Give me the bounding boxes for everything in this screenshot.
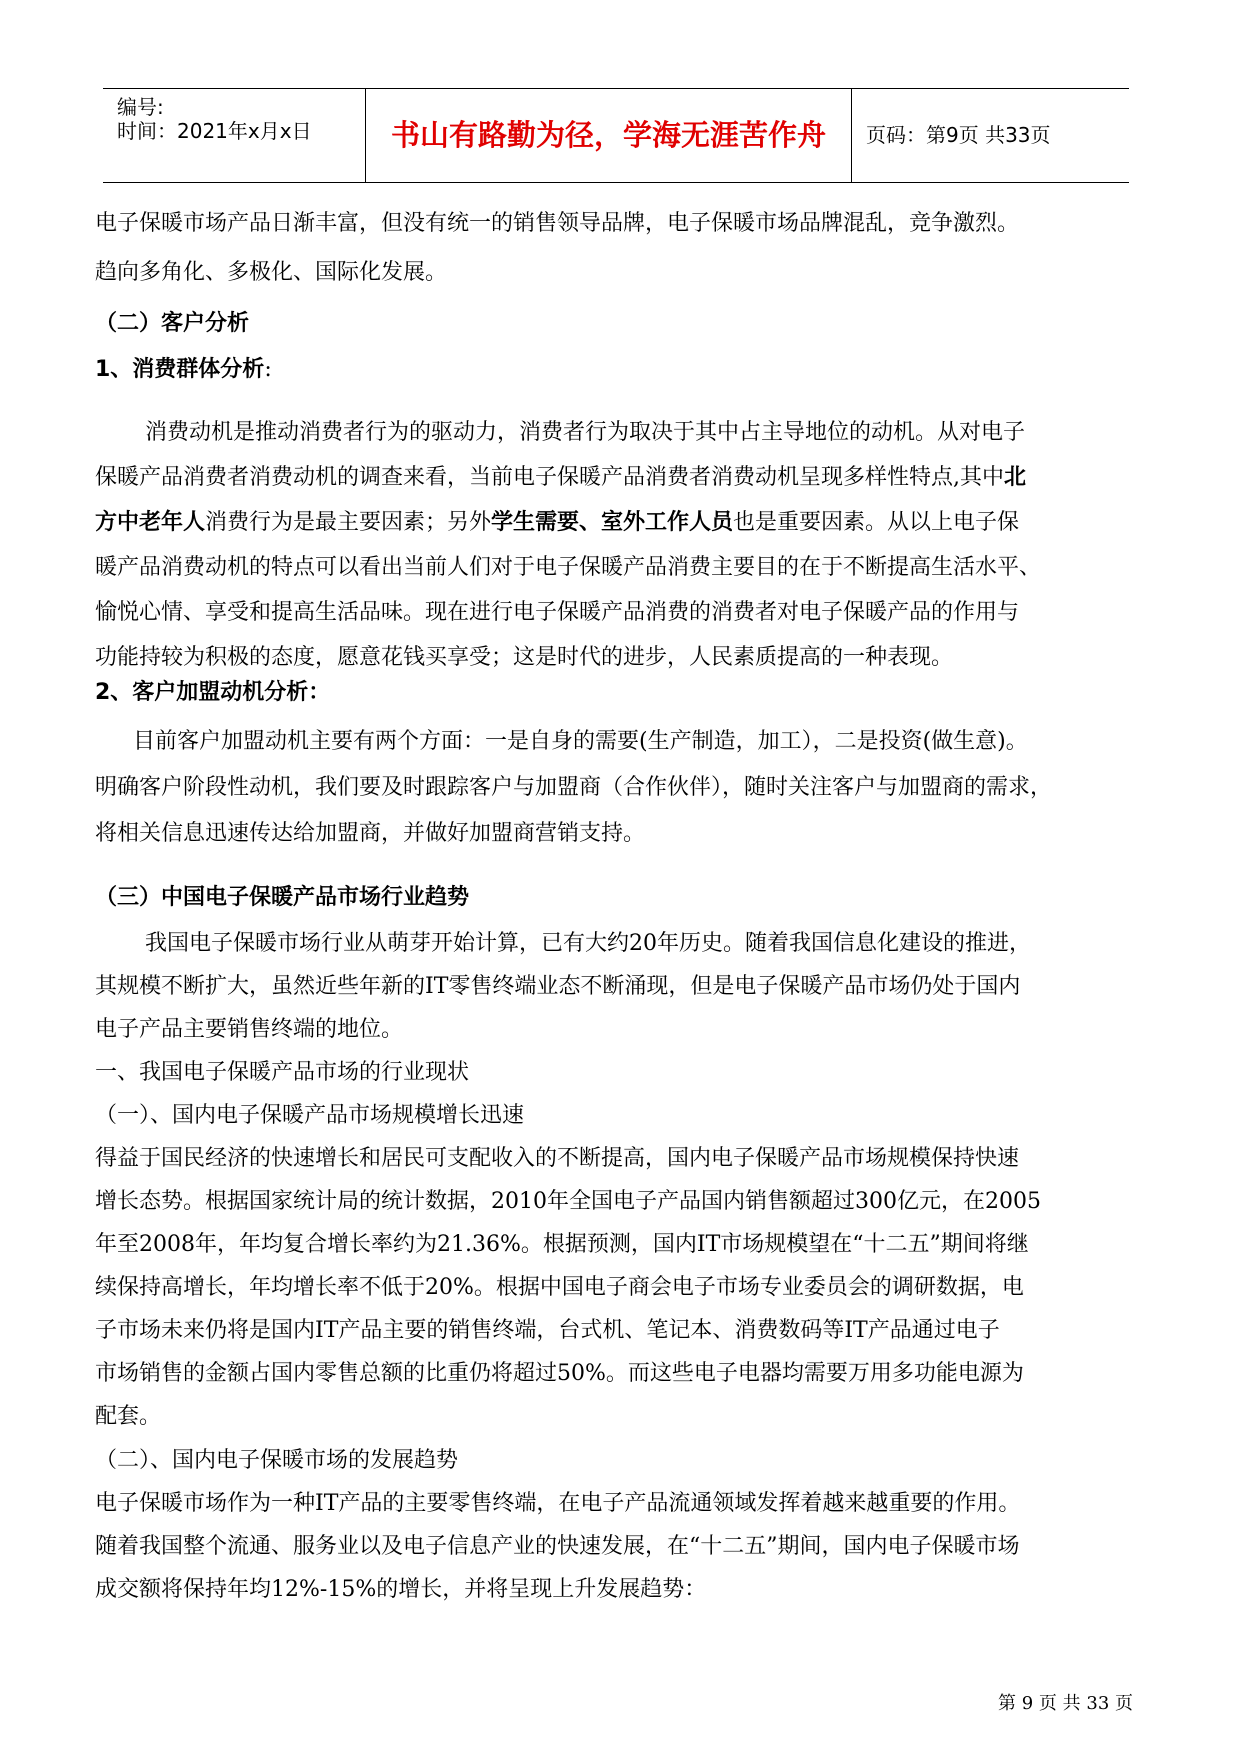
paragraph-line: 成交额将保持年均12%-15%的增长，并将呈现上升发展趋势： [95, 1577, 707, 1602]
header-page-cell [852, 89, 1129, 182]
subsection-heading-status: 一、我国电子保暖产品市场的行业现状 [95, 1060, 470, 1085]
document-time-label: 时间：2021年x月x日 [117, 119, 312, 143]
paragraph-line: 我国电子保暖市场行业从萌芽开始计算，已有大约20年历史。随着我国信息化建设的推进， [145, 931, 1031, 956]
section-heading-industry-trend: （三）中国电子保暖产品市场行业趋势 [95, 885, 470, 910]
paragraph-line: 电子保暖市场作为一种IT产品的主要零售终端，在电子产品流通领域发挥着越来越重要的作用。 [95, 1491, 1021, 1516]
subsection-heading-growth: （一）、国内电子保暖产品市场规模增长迅速 [95, 1103, 525, 1128]
subsection-heading-consumer-group: 1、消费群体分析: [95, 357, 272, 382]
paragraph-line: 将相关信息迅速传达给加盟商，并做好加盟商营销支持。 [95, 821, 646, 846]
paragraph-line: 目前客户加盟动机主要有两个方面：一是自身的需要(生产制造，加工），二是投资(做生意)。 [133, 729, 1028, 754]
paragraph-line: 子市场未来仍将是国内IT产品主要的销售终端，台式机、笔记本、消费数码等IT产品通过电子 [95, 1318, 1000, 1343]
header-meta-cell [103, 89, 366, 182]
paragraph-line: 增长态势。根据国家统计局的统计数据，2010年全国电子产品国内销售额超过300亿元，在2005 [95, 1189, 1041, 1214]
paragraph-line: 愉悦心情、享受和提高生活品味。现在进行电子保暖产品消费的消费者对电子保暖产品的作用与 [95, 600, 1020, 625]
paragraph-line: 随着我国整个流通、服务业以及电子信息产业的快速发展，在“十二五”期间，国内电子保暖市场 [95, 1534, 1020, 1559]
page-footer-number: 第 9 页 共 33 页 [998, 1693, 1133, 1714]
header-page-number: 页码：第9页 共33页 [866, 123, 1051, 147]
section-heading-customer-analysis: （二）客户分析 [95, 311, 250, 336]
page-header [103, 88, 1129, 183]
header-motto-cell [366, 89, 852, 182]
paragraph-line: 配套。 [95, 1404, 162, 1429]
paragraph-line: 功能持较为积极的态度，愿意花钱买享受；这是时代的进步，人民素质提高的一种表现。 [95, 645, 954, 670]
paragraph-line: 暖产品消费动机的特点可以看出当前人们对于电子保暖产品消费主要目的在于不断提高生活水平、 [95, 555, 1042, 580]
paragraph-line: 年至2008年，年均复合增长率约为21.36%。根据预测，国内IT市场规模望在“十二五”期间将继 [95, 1232, 1029, 1257]
paragraph-line: 续保持高增长，年均增长率不低于20%。根据中国电子商会电子市场专业委员会的调研数据，电 [95, 1275, 1024, 1300]
subsection-heading-franchise-motive: 2、客户加盟动机分析： [95, 680, 331, 705]
header-motto: 书山有路勤为径，学海无涯苦作舟 [390, 118, 826, 152]
paragraph-line: 明确客户阶段性动机，我们要及时跟踪客户与加盟商（合作伙伴），随时关注客户与加盟商的需求， [95, 775, 1053, 800]
document-number-label: 编号: [117, 95, 164, 119]
paragraph-line: 保暖产品消费者消费动机的调查来看，当前电子保暖产品消费者消费动机呈现多样性特点,其中北 [95, 465, 1027, 490]
paragraph-line: 市场销售的金额占国内零售总额的比重仍将超过50%。而这些电子电器均需要万用多功能电源为 [95, 1361, 1024, 1386]
paragraph-line: 消费动机是推动消费者行为的驱动力，消费者行为取决于其中占主导地位的动机。从对电子 [145, 420, 1026, 445]
paragraph-line: 电子保暖市场产品日渐丰富，但没有统一的销售领导品牌，电子保暖市场品牌混乱，竞争激烈。 [95, 211, 1020, 236]
paragraph-line: 方中老年人消费行为是最主要因素；另外学生需要、室外工作人员也是重要因素。从以上电子保 [95, 510, 1020, 535]
subsection-heading-development-trend: （二）、国内电子保暖市场的发展趋势 [95, 1448, 459, 1473]
paragraph-line: 趋向多角化、多极化、国际化发展。 [95, 260, 448, 285]
paragraph-line: 电子产品主要销售终端的地位。 [95, 1017, 404, 1042]
paragraph-line: 其规模不断扩大，虽然近些年新的IT零售终端业态不断涌现，但是电子保暖产品市场仍处于国内 [95, 974, 1021, 999]
paragraph-line: 得益于国民经济的快速增长和居民可支配收入的不断提高，国内电子保暖产品市场规模保持快速 [95, 1146, 1020, 1171]
